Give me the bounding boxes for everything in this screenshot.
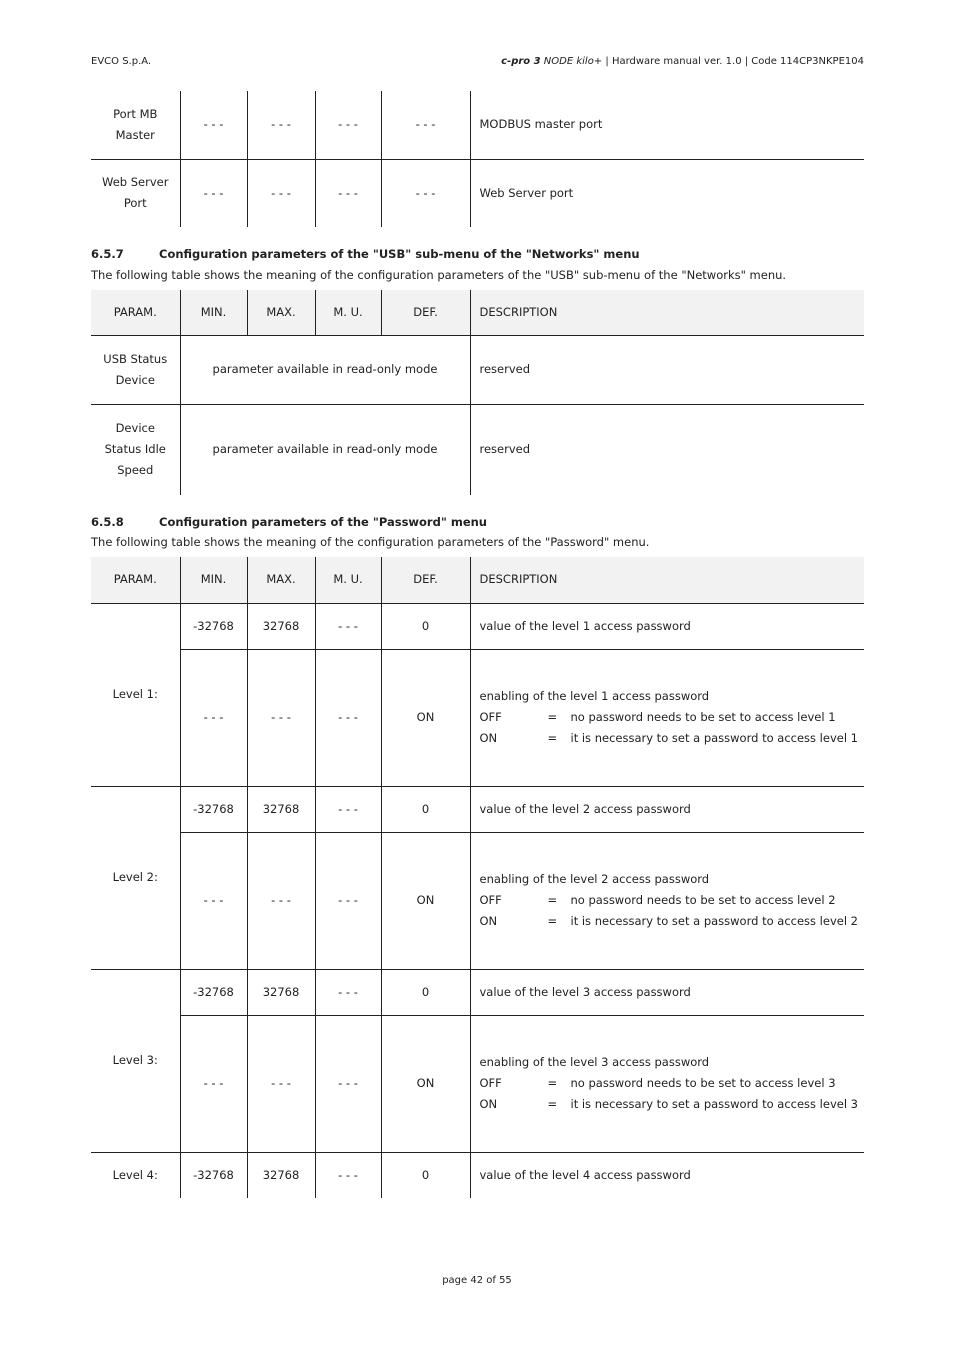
- max-cell: 32768: [247, 1152, 315, 1198]
- min-cell: - - -: [180, 91, 247, 159]
- readonly-note: parameter available in read-only mode: [180, 335, 470, 404]
- desc-cell: value of the level 3 access password: [470, 969, 864, 1015]
- section-number: 6.5.8: [91, 515, 124, 529]
- option-key: ON: [479, 731, 498, 745]
- option-text: it is necessary to set a password to access level 1: [570, 731, 858, 745]
- option-text: it is necessary to set a password to access level 2: [570, 914, 858, 928]
- desc-cell: value of the level 2 access password: [470, 786, 864, 832]
- option-equals: =: [547, 914, 558, 928]
- option-text: no password needs to be set to access level 2: [570, 893, 836, 907]
- param-cell: Port MB Master: [91, 91, 180, 159]
- max-cell: 32768: [247, 969, 315, 1015]
- section-heading: Configuration parameters of the "Password" menu: [159, 515, 487, 529]
- def-cell: - - -: [381, 159, 470, 227]
- header-manual: | Hardware manual ver. 1.0 | Code 114CP3NKPE104: [605, 56, 864, 67]
- param-cell: Level 2:: [91, 786, 180, 969]
- mu-cell: - - -: [315, 832, 381, 969]
- option-text: it is necessary to set a password to access level 3: [570, 1097, 858, 1111]
- mu-cell: - - -: [315, 603, 381, 649]
- def-cell: 0: [381, 603, 470, 649]
- def-cell: 0: [381, 1152, 470, 1198]
- max-cell: - - -: [247, 649, 315, 786]
- section-heading: Configuration parameters of the "USB" sub-menu of the "Networks" menu: [159, 247, 640, 261]
- option-text: no password needs to be set to access level 1: [570, 710, 836, 724]
- param-cell: Web Server Port: [102, 175, 169, 211]
- header-max: MAX.: [247, 290, 315, 335]
- table-row: [91, 1152, 864, 1198]
- option-equals: =: [547, 1097, 558, 1111]
- desc-cell: reserved: [470, 335, 864, 404]
- enable-description: enabling of the level 1 access password: [479, 689, 710, 703]
- min-cell: -32768: [180, 786, 247, 832]
- min-cell: - - -: [180, 159, 247, 227]
- param-cell: Device Status Idle Speed: [104, 421, 166, 478]
- def-cell: ON: [381, 649, 470, 786]
- header-mu: M. U.: [315, 557, 381, 603]
- mu-cell: - - -: [315, 969, 381, 1015]
- option-key: OFF: [479, 710, 502, 724]
- option-equals: =: [547, 1076, 558, 1090]
- header-description: DESCRIPTION: [470, 557, 864, 603]
- mu-cell: - - -: [315, 159, 381, 227]
- network-params-table-continued: [91, 91, 864, 227]
- table-row: [91, 1015, 864, 1152]
- def-cell: 0: [381, 969, 470, 1015]
- min-cell: - - -: [180, 832, 247, 969]
- mu-cell: - - -: [315, 786, 381, 832]
- option-equals: =: [547, 710, 558, 724]
- min-cell: -32768: [180, 603, 247, 649]
- table-row: [91, 786, 864, 832]
- table-header-row: [91, 290, 864, 335]
- max-cell: - - -: [247, 832, 315, 969]
- min-cell: - - -: [180, 649, 247, 786]
- table-header-row: [91, 557, 864, 603]
- desc-cell: [470, 649, 864, 786]
- option-key: OFF: [479, 1076, 502, 1090]
- table-row: [91, 649, 864, 786]
- header-def: DEF.: [381, 290, 470, 335]
- desc-cell: [470, 832, 864, 969]
- header-company: EVCO S.p.A.: [91, 56, 152, 67]
- desc-cell: [470, 1015, 864, 1152]
- min-cell: -32768: [180, 1152, 247, 1198]
- option-on: [480, 911, 859, 932]
- param-cell: USB Status Device: [91, 335, 180, 404]
- desc-cell: Web Server port: [470, 159, 864, 227]
- header-min: MIN.: [180, 290, 247, 335]
- def-cell: ON: [381, 832, 470, 969]
- header-def: DEF.: [381, 557, 470, 603]
- header-mu: M. U.: [315, 290, 381, 335]
- def-cell: 0: [381, 786, 470, 832]
- min-cell: - - -: [180, 1015, 247, 1152]
- param-cell: Level 4:: [112, 1167, 158, 1182]
- def-cell: - - -: [381, 91, 470, 159]
- table-row: [91, 159, 864, 227]
- param-cell: Level 1:: [91, 603, 180, 786]
- max-cell: - - -: [247, 1015, 315, 1152]
- mu-cell: - - -: [315, 1015, 381, 1152]
- max-cell: - - -: [247, 159, 315, 227]
- section-intro-usb: The following table shows the meaning of the configuration parameters of the "USB" sub-menu of the "Networks" menu.: [91, 268, 787, 282]
- option-key: ON: [479, 914, 498, 928]
- section-number: 6.5.7: [91, 247, 124, 261]
- header-product: c-pro 3: [501, 56, 541, 67]
- option-key: OFF: [479, 893, 502, 907]
- header-param: PARAM.: [91, 290, 180, 335]
- header-manual-info: [501, 56, 864, 67]
- header-param: PARAM.: [91, 557, 180, 603]
- param-cell: Level 3:: [91, 969, 180, 1152]
- section-title-password: [91, 515, 487, 529]
- option-text: no password needs to be set to access level 3: [570, 1076, 836, 1090]
- max-cell: 32768: [247, 603, 315, 649]
- option-off: [480, 890, 859, 911]
- desc-cell: value of the level 4 access password: [470, 1152, 864, 1198]
- def-cell: ON: [381, 1015, 470, 1152]
- option-on: [480, 1094, 859, 1115]
- section-title-usb: [91, 247, 640, 261]
- option-equals: =: [547, 893, 558, 907]
- option-off: [480, 1073, 859, 1094]
- password-params-table: [91, 557, 864, 1198]
- header-max: MAX.: [247, 557, 315, 603]
- table-row: [91, 969, 864, 1015]
- option-equals: =: [547, 731, 558, 745]
- desc-cell: MODBUS master port: [470, 91, 864, 159]
- desc-cell: reserved: [470, 404, 864, 495]
- readonly-note: parameter available in read-only mode: [180, 404, 470, 495]
- usb-params-table: [91, 290, 864, 495]
- table-row: [91, 603, 864, 649]
- option-key: ON: [479, 1097, 498, 1111]
- mu-cell: - - -: [315, 91, 381, 159]
- page-number: page 42 of 55: [442, 1275, 512, 1286]
- table-row: [91, 404, 864, 495]
- max-cell: 32768: [247, 786, 315, 832]
- table-row: [91, 832, 864, 969]
- enable-description: enabling of the level 3 access password: [479, 1055, 710, 1069]
- enable-description: enabling of the level 2 access password: [479, 872, 710, 886]
- header-description: DESCRIPTION: [470, 290, 864, 335]
- header-product-model: NODE kilo+: [543, 56, 603, 67]
- max-cell: - - -: [247, 91, 315, 159]
- table-row: [91, 335, 864, 404]
- min-cell: -32768: [180, 969, 247, 1015]
- header-min: MIN.: [180, 557, 247, 603]
- mu-cell: - - -: [315, 649, 381, 786]
- desc-cell: value of the level 1 access password: [470, 603, 864, 649]
- section-intro-password: The following table shows the meaning of the configuration parameters of the "Password" menu.: [91, 535, 650, 549]
- table-row: [91, 91, 864, 159]
- option-off: [480, 707, 859, 728]
- option-on: [480, 728, 859, 749]
- mu-cell: - - -: [315, 1152, 381, 1198]
